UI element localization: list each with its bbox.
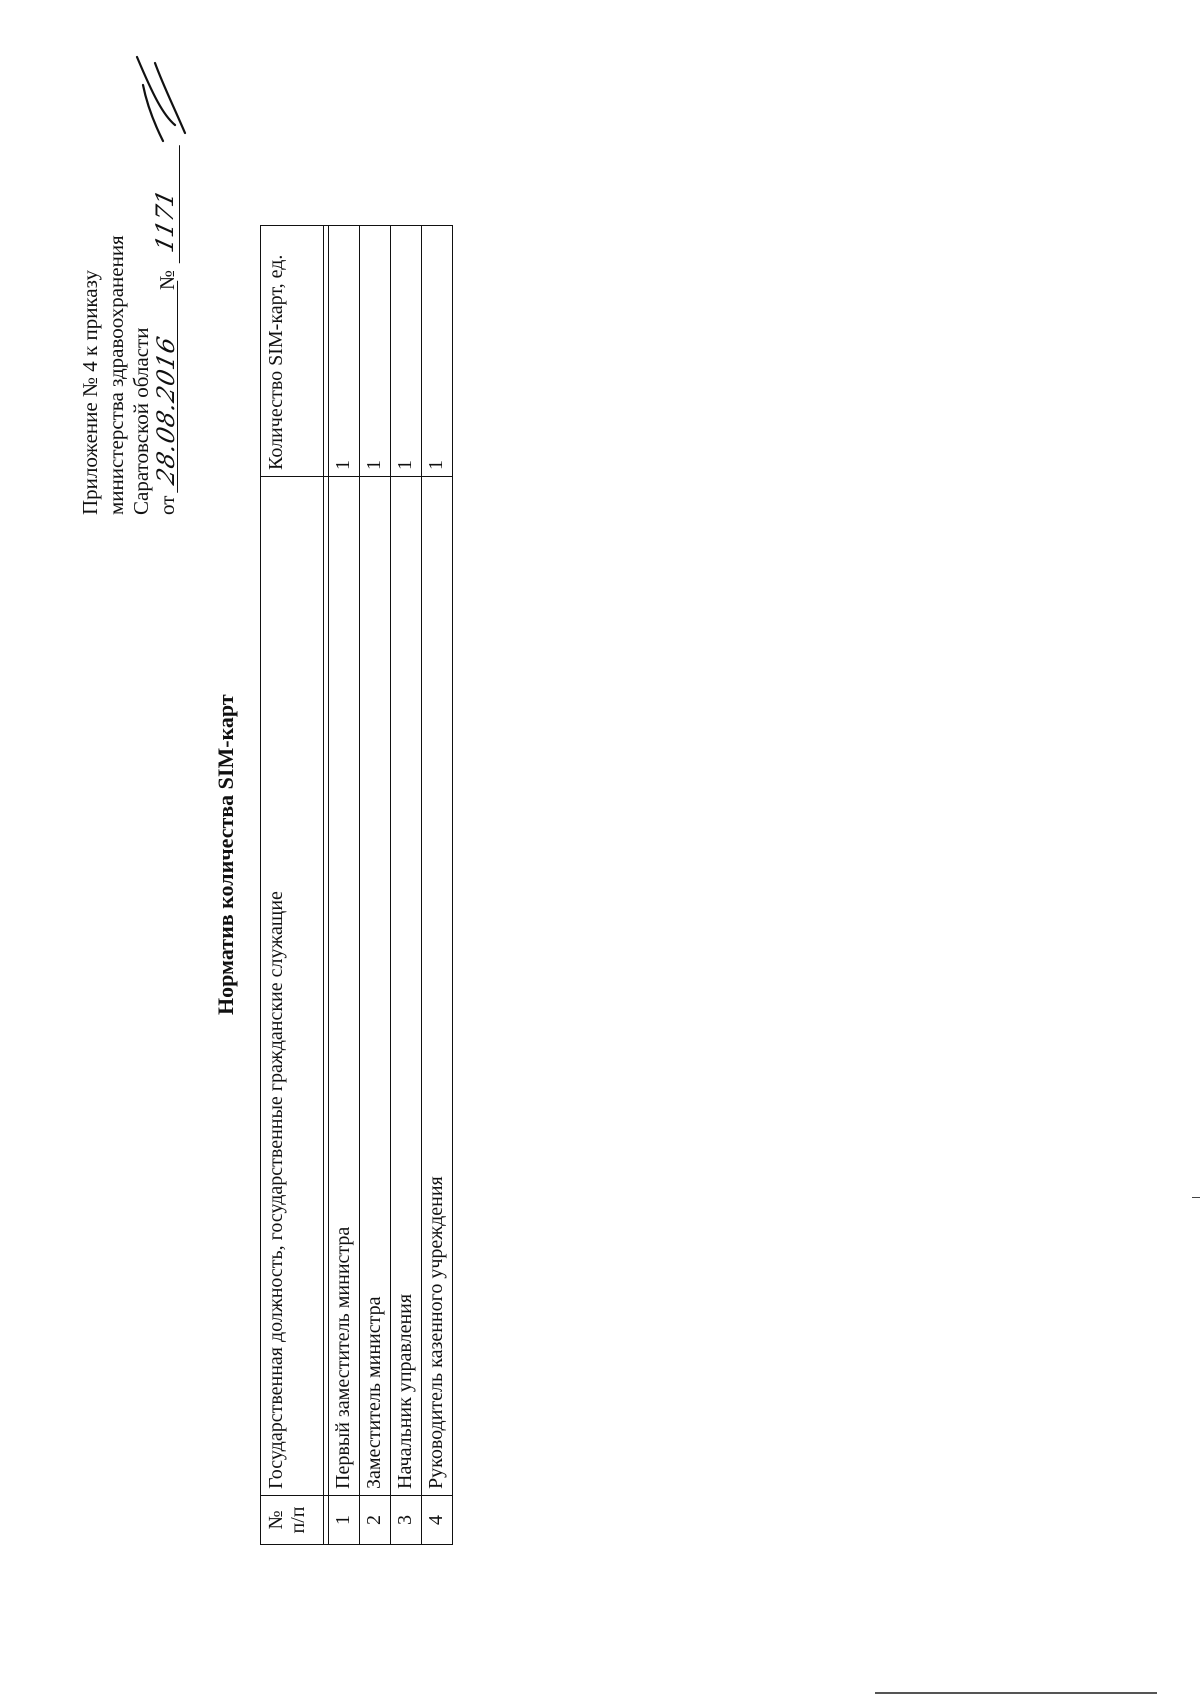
- row-position: Начальник управления: [391, 477, 422, 1496]
- from-label: от: [154, 495, 179, 515]
- approval-line-2: министерства здравоохранения: [103, 235, 128, 515]
- row-count: 1: [391, 226, 422, 477]
- table-header-row: [261, 226, 324, 1545]
- signature-mark: [133, 50, 188, 145]
- handwritten-date: 28.08.2016: [155, 275, 178, 493]
- row-position: Руководитель казенного учреждения: [422, 477, 453, 1496]
- row-count: 1: [329, 226, 360, 477]
- scan-edge-line: [875, 1693, 1157, 1695]
- row-number: 1: [329, 1496, 360, 1545]
- handwritten-number: 1171: [153, 139, 180, 264]
- sim-norm-table: [260, 225, 453, 1545]
- row-count: 1: [422, 226, 453, 477]
- row-position: Первый заместитель министра: [329, 477, 360, 1496]
- approval-block: [78, 187, 181, 515]
- approval-line-3: Саратовской области: [129, 327, 153, 515]
- document-title: Норматив количества SIM-карт: [213, 694, 238, 1015]
- scan-edge-mark: [1192, 1197, 1200, 1198]
- approval-date-number-line: [150, 187, 181, 515]
- row-number: 2: [360, 1496, 391, 1545]
- row-count: 1: [360, 226, 391, 477]
- row-position: Заместитель министра: [360, 477, 391, 1496]
- row-number: 3: [391, 1496, 422, 1545]
- table-row: [391, 226, 422, 1545]
- header-count: Количество SIM-карт, ед.: [261, 226, 324, 477]
- table-row: [360, 226, 391, 1545]
- header-number: № п/п: [261, 1496, 324, 1545]
- row-number: 4: [422, 1496, 453, 1545]
- table-row: [422, 226, 453, 1545]
- approval-line-1: Приложение № 4 к приказу: [78, 270, 102, 515]
- number-label: №: [154, 269, 179, 290]
- header-position: Государственная должность, государственные гражданские служащие: [261, 477, 324, 1496]
- table-row: [329, 226, 360, 1545]
